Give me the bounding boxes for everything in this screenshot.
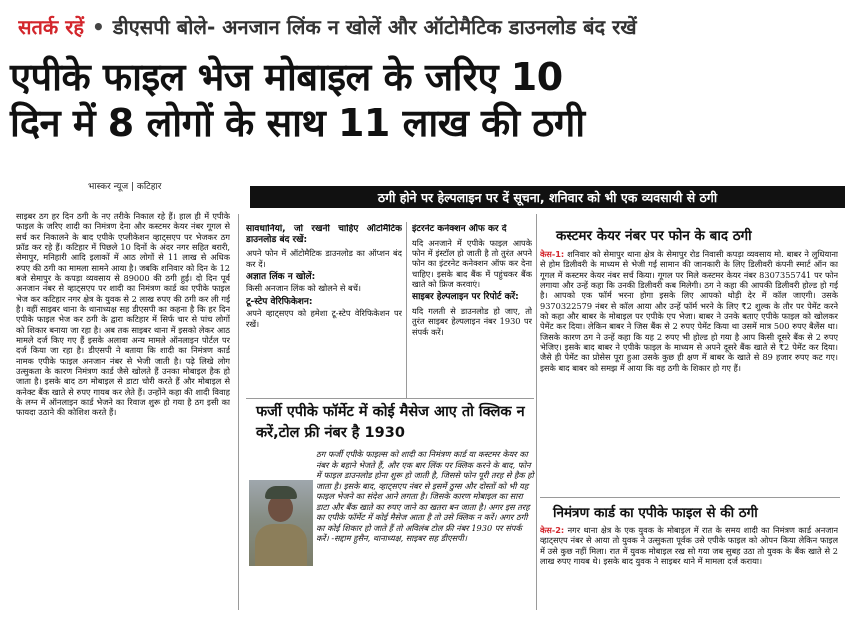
kicker — [18, 10, 833, 44]
kicker-bullet: • — [92, 14, 105, 39]
section-banner: ठगी होने पर हेल्पलाइन पर दें सूचना, शनिवार को भी एक व्यवसायी से ठगी — [250, 186, 845, 208]
officer-quote-text: ठग फर्जी एपीके फाइल्स को शादी का निमंत्रण कार्ड या कस्टमर केयर का नंबर के बहाने भेजते हैं, और एक बार लिंक पर क्लिक करने के बाद, फोन में फाइल डाउनलोड होना शुरू हो जाती है, जिससे फोन पूरी तरह से हैक हो जाता है। इसके बाद, व्हाट्सएप नंबर से इसमें ठुग्स और दोस्तों को भी यह फाइल भेजने का संदेश आने लगता है। जिसके कारण मोबाइल का सारा डाटा और बैंक खाते का रुपए जाने का खतरा बन जाता है। अगर इस तरह का एपीके फॉर्मेट में कोई मैसेज आता है तो उसे क्लिक न करें। अगर ठगी का कोई शिकार हो जाते हैं तो अविलंब टोल फ्री नंबर 1930 पर संपर्क करें। -सद्दाम हुसैन, थानाध्यक्ष, साइबर सह डीएसपी। — [316, 449, 534, 543]
precaution-text: यदि गलती से डाउनलोड हो जाए, तो तुरंत साइबर हेल्पलाइन नंबर 1930 पर संपर्क करें। — [412, 305, 532, 337]
case-2-label: केस-2: — [540, 525, 565, 535]
headline-line-2: दिन में 8 लोगों के साथ 11 लाख की ठगी — [10, 101, 585, 145]
column-main-story — [16, 211, 230, 613]
case-1-label: केस-1: — [540, 249, 565, 259]
headline-line-1: एपीके फाइल भेज मोबाइल के जरिए 10 — [10, 55, 563, 99]
case-2-story — [540, 525, 838, 613]
precautions-box-2 — [412, 224, 532, 399]
case-1-heading: कस्टमर केयर नंबर पर फोन के बाद ठगी — [556, 228, 752, 244]
precaution-heading: इंटरनेट कनेक्शन ऑफ कर दें — [412, 224, 507, 234]
precaution-text: यदि अनजाने में एपीके फाइल आपके फोन में इंस्टॉल हो जाती है तो तुरंत अपने फोन का इंटरनेट कनेक्शन ऑफ कर देना चाहिए। इसके बाद बैंक में पहुंचकर बैंक खाते को फ्रिज करवाएं। — [412, 237, 532, 289]
case-2-heading: निमंत्रण कार्ड का एपीके फाइल से की ठगी — [553, 505, 758, 521]
column-divider — [238, 214, 239, 610]
main-story-paragraph: साइबर ठग हर दिन ठगी के नए तरीके निकाल रहे हैं। हाल ही में एपीके फाइल के जरिए शादी का निमंत्रण देना और कस्टमर केयर नंबर गूगल से सर्च कर निकालने के बाद एपीके एप्लीकेशन व्हाट्सएप पर भेजकर ठग फ्रॉड कर रहे हैं। कटिहार में पिछले 10 दिनों के अंदर नगर सहित बरारी, सेमापुर, मनिहारी आदि इलाकों में आठ लोगों से 11 लाख से अधिक रुपए की ठगी का मामला सामने आया है। जबकि शनिवार को दिन के 12 बजे सेमापुर के कपड़ा व्यवसाय से 89000 की ठगी हुई। दो दिन पूर्व अनजान नंबर से व्हाट्सएप पर शादी का निमंत्रण कार्ड का एपीके फाइल भेज कर कटिहार नगर क्षेत्र के युवक से 2 लाख रुपए की ठगी कर ली गई है। वहीं साइबर थाना के थानाध्यक्ष सह डीएसपी का कहना है कि हर दिन एपीके फाइल भेज कर ठगी के द्वारा कटिहार में सिर्फ चार से पांच लोगों को शिकार बनाया जा रहा है। अब तक साइबर थाना में इसको लेकर आठ मामले दर्ज किए गए हैं इसके अलावा अन्य मामले ऑनलाइन पोर्टल पर दर्ज किया जा रहा है। डीएसपी ने बताया कि शादी का निमंत्रण कार्ड नामक एपीके फाइल अनजान नंबर से भेजी जाती है। पढ़े लिखे लोग उत्सुकता के कारण निमंत्रण कार्ड जैसे खोलते हैं उनका मोबाइल हैक हो जाता है। इसके बाद ठग मोबाइल से डाटा चोरी करते हैं और मोबाइल से कनेक्ट बैंक खाते से रुपए गायब कर लेते हैं। उन्होंने कहा की शादी विवाह के लग्न में ऑनलाइन कार्ड भेजने का रिवाज शुरू हो गया है ठग इसी का फायदा उठाने की कोशिश करते हैं। — [16, 211, 230, 418]
precaution-text: किसी अनजान लिंक को खोलने से बचें। — [246, 283, 362, 294]
kicker-text: डीएसपी बोले- अनजान लिंक न खोलें और ऑटोमैटिक डाउनलोड बंद रखें — [112, 14, 637, 39]
column-divider — [536, 214, 537, 610]
case-2-text: नगर थाना क्षेत्र के एक युवक के मोबाइल में रात के समय शादी का निमंत्रण कार्ड अनजान व्हाट्सएप नंबर से आया तो युवक ने उत्सुकता पूर्वक उसे एपीके फाइल को ओपन किया लेकिन फाइल में उसे कुछ नहीं मिला। रात में युवक मोबाइल रख सो गया जब सुबह उठा तो युवक के बैंक खाते से 2 लाख रुपए गायब थे। इसके बाद युवक ने साइबर थाने में मामला दर्ज कराया। — [540, 525, 838, 566]
precaution-text: अपने व्हाट्सएप को हमेशा टू-स्टेप वेरिफिकेशन पर रखें। — [246, 308, 402, 329]
officer-quote — [248, 449, 535, 599]
byline: भास्कर न्यूज | कटिहार — [88, 182, 162, 192]
precaution-heading: सावधानियां, जो रखनी चाहिए ऑटोमैटिक डाउनलोड बंद रखें: — [246, 224, 402, 245]
precautions-box — [246, 224, 402, 399]
case-1-story — [540, 249, 838, 495]
precaution-heading: अज्ञात लिंक न खोलें: — [246, 271, 316, 282]
kicker-label: सतर्क रहें — [18, 14, 85, 39]
column-divider — [406, 222, 407, 398]
precaution-text: अपने फोन में ऑटोमैटिक डाउनलोड का ऑप्शन बंद कर दें। — [246, 248, 402, 269]
precaution-heading: साइबर हेल्पलाइन पर रिपोर्ट करें: — [412, 292, 519, 303]
middle-headline: फर्जी एपीके फॉर्मेट में कोई मैसेज आए तो क्लिक न करें,टोल फ्री नंबर है 1930 — [256, 404, 525, 441]
section-divider — [540, 497, 840, 498]
precaution-heading: टू-स्टेप वेरिफिकेशन: — [246, 296, 313, 307]
photo-spacer — [248, 479, 316, 569]
case-1-text: शनिवार को सेमापुर थाना क्षेत्र के सेमापुर रोड निवासी कपड़ा व्यवसाय मो. बाबर ने लुधियाना से होम डिलीवरी के माध्यम से भेजी गई सामान की जानकारी के लिए डिलीवरी कंपनी स्मार्ट ऑन का गूगल में कस्टमर केयर नंबर सर्च किया। गूगल पर मिले कस्टमर केयर नंबर 8307355741 पर फोन लगाया और उन्हें कहा कि उनकी डिलीवरी कब मिलेगी। ठग ने कहा की आपकी डिलीवरी होल्ड हो गई है। आपको एक फॉर्म भरना होगा इसके लिए आपको थोड़ी देर में कॉल जाएगी। उसके 9370322579 नंबर से कॉल आया और उन्हें फॉर्म भरने के लिए ₹2 शुल्क के तौर पर पेमेंट करने को कहा और बाबर के मोबाइल पर एपीके एप भेजा। बाबर ने उनके बताए एपीके फाइल को खोलकर पेमेंट कर दिया। लेकिन बाबर ने जिस बैंक से 2 रुपए पेमेंट किया था उसमें मात्र 500 रुपए बैलेंस था। जिसके कारण ठग ने उन्हें कहा कि यह 2 रुपए भी होल्ड हो गया है आप किसी दूसरे बैंक से 2 रुपए भेजिए। इसके बाद बाबर ने एपीके फाइल के माध्यम से अपने दूसरे बैंक खाते से ₹2 पेमेंट कर दिया। जैसे ही पेमेंट का प्रोसेस पूरा हुआ उसके कुछ ही क्षण में बाबर के खाते से 89 हजार रुपए कट गए। इसके बाद बाबर को समझ में आया कि वह ठगी के शिकार हो गए हैं। — [540, 249, 838, 373]
headline — [10, 54, 842, 146]
